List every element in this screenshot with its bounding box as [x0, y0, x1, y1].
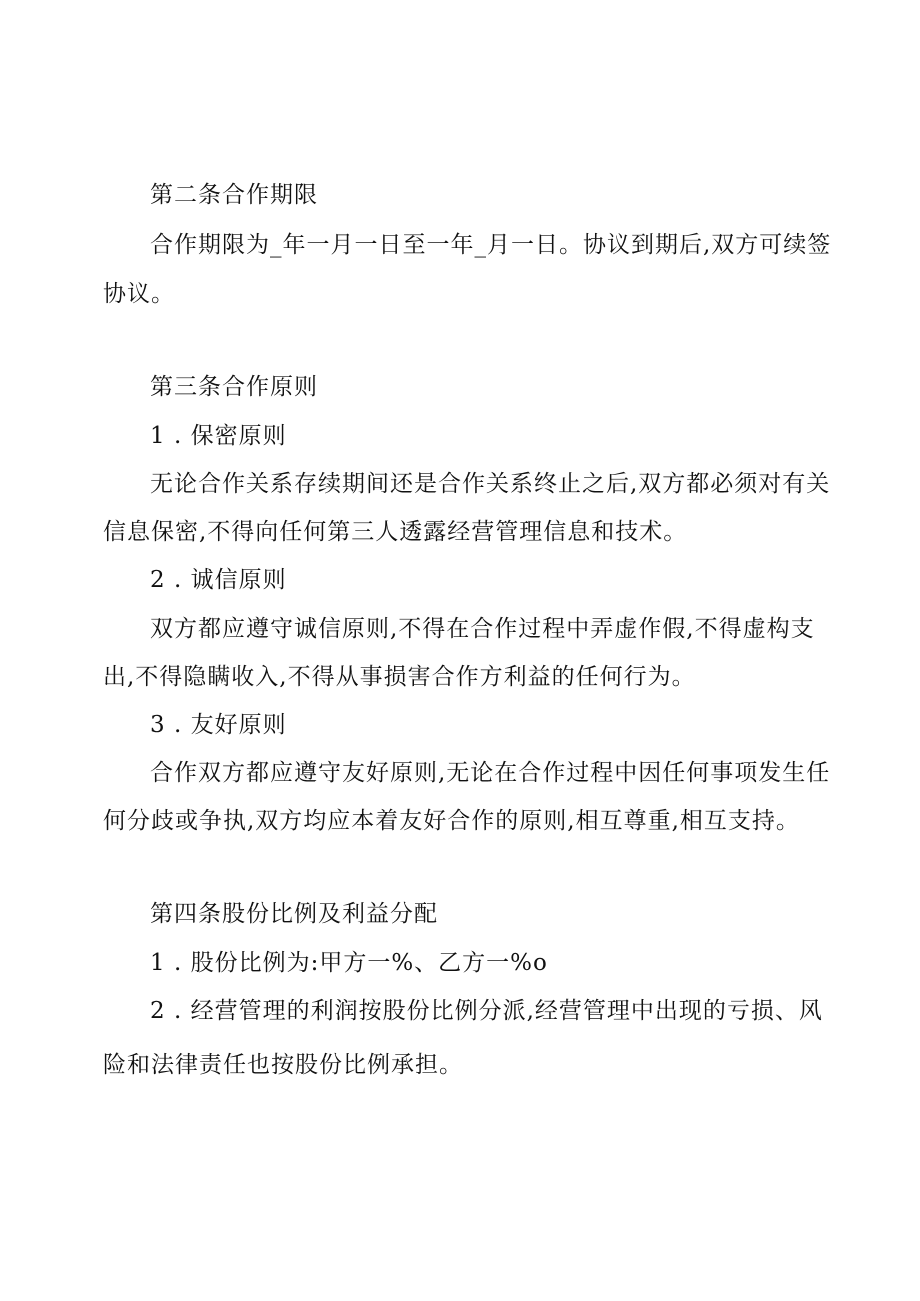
section3-item3-line1: 合作双方都应遵守友好原则,无论在合作过程中因任何事项发生任 [150, 760, 831, 786]
section3-item3-title: 3 . 友好原则 [150, 712, 287, 738]
section2-body-line1: 合作期限为_年一月一日至一年_月一日。协议到期后,双方可续签 [150, 232, 832, 258]
section3-item2-title: 2 . 诚信原则 [150, 567, 287, 593]
section3-item1-line2: 信息保密,不得向任何第三人透露经营管理信息和技术。 [103, 519, 688, 545]
section4-item1: 1 . 股份比例为:甲方一%、乙方一%o [150, 950, 548, 976]
section4-heading: 第四条股份比例及利益分配 [150, 901, 438, 927]
section3-heading: 第三条合作原则 [150, 374, 318, 400]
section3-item3-line2: 何分歧或争执,双方均应本着友好合作的原则,相互尊重,相互支持。 [103, 808, 800, 834]
section4-item2-line1: 2 . 经营管理的利润按股份比例分派,经营管理中出现的亏损、风 [150, 998, 823, 1024]
section3-item1-line1: 无论合作关系存续期间还是合作关系终止之后,双方都必须对有关 [150, 471, 831, 497]
section2-heading: 第二条合作期限 [150, 182, 318, 208]
section3-item2-line1: 双方都应遵守诚信原则,不得在合作过程中弄虚作假,不得虚构支 [150, 616, 815, 642]
section3-item2-line2: 出,不得隐瞒收入,不得从事损害合作方利益的任何行为。 [103, 664, 696, 690]
section2-body-line2: 协议。 [103, 281, 175, 307]
section3-item1-title: 1 . 保密原则 [150, 423, 287, 449]
section4-item2-line2: 险和法律责任也按股份比例承担。 [103, 1052, 463, 1078]
